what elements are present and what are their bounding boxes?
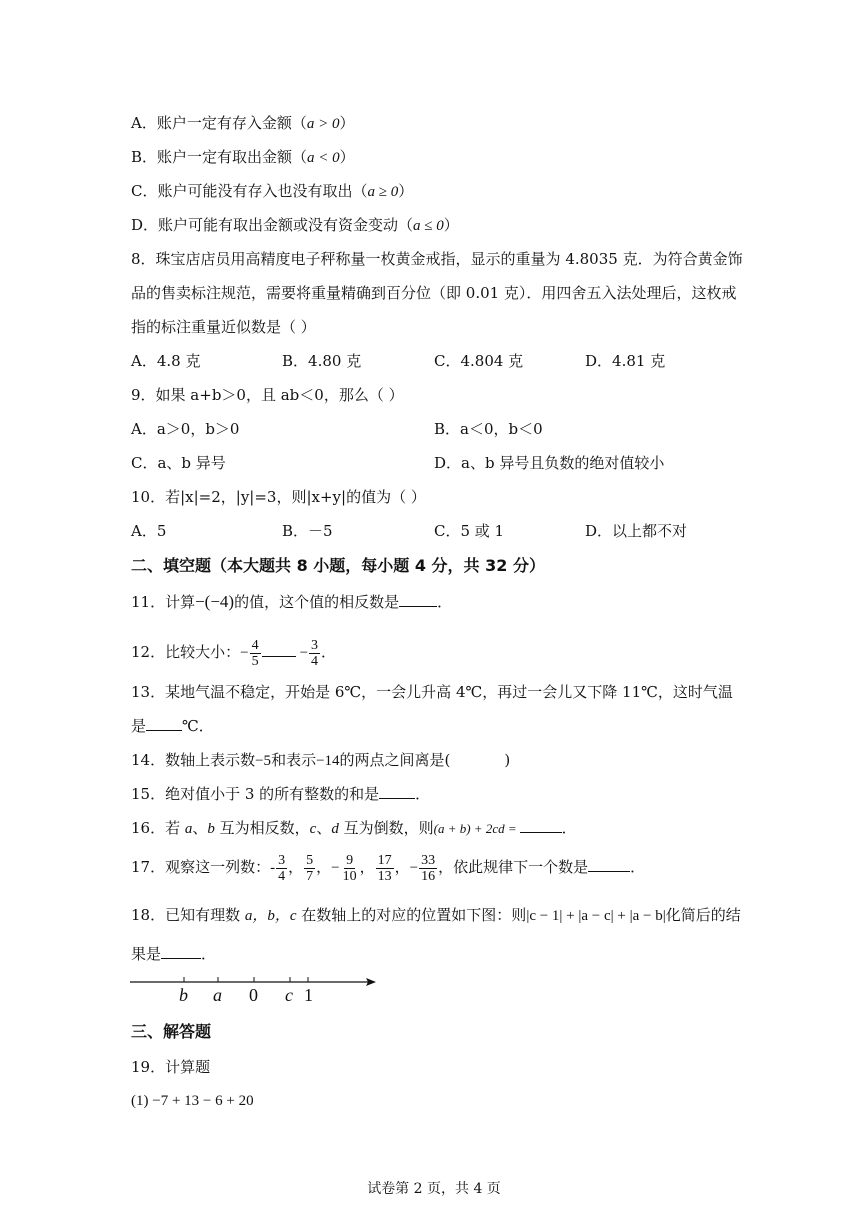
q11-prefix: 11．计算 bbox=[131, 593, 196, 611]
q7-option-c-text: C．账户可能没有存入也没有取出（ bbox=[131, 182, 368, 200]
q7-option-d bbox=[131, 215, 459, 236]
q9-stem: 9．如果 a+b＞0，且 ab＜0，那么（ ） bbox=[131, 386, 404, 404]
q18-line-2-prefix: 果是 bbox=[131, 945, 162, 963]
q8-option-b: B．4.80 克 bbox=[282, 352, 362, 370]
q17-prefix: 17．观察这一列数： bbox=[131, 858, 271, 876]
q7-option-a-text: A．账户一定有存入金额（ bbox=[131, 114, 307, 132]
q7-option-b-close: ） bbox=[339, 148, 355, 166]
q8-line-1: 8．珠宝店店员用高精度电子秤称量一枚黄金戒指，显示的重量为 4.8035 克．为符合黄金饰 bbox=[131, 250, 743, 268]
q11-answer-blank bbox=[399, 592, 437, 607]
q12-fraction-1-numerator: 4 bbox=[251, 637, 259, 653]
q16-separator-2: 、 bbox=[316, 819, 332, 837]
q18-end: ． bbox=[201, 945, 217, 963]
q12-fraction-1-sign: − bbox=[240, 645, 249, 661]
q17-term-3-denominator: 10 bbox=[342, 868, 357, 884]
q18-answer-blank bbox=[161, 944, 201, 959]
q17-term-1-denominator: 4 bbox=[278, 868, 286, 884]
q8-option-d: D．4.81 克 bbox=[585, 352, 666, 370]
q8-line-3: 指的标注重量近似数是（ ） bbox=[131, 318, 316, 336]
q16-var-b: b bbox=[207, 821, 215, 837]
q18-prefix: 18．已知有理数 bbox=[131, 906, 245, 924]
q15-answer-blank bbox=[379, 784, 415, 799]
q17-term-4-denominator: 13 bbox=[377, 868, 392, 884]
q13-prefix: 是 bbox=[131, 717, 147, 735]
q7-option-b-text: B．账户一定有取出金额（ bbox=[131, 148, 308, 166]
q17-comma-3: ， bbox=[359, 858, 375, 876]
number-line-label-c: c bbox=[285, 985, 293, 1005]
q17-term-5-sign: − bbox=[409, 860, 419, 876]
q12-fraction-1 bbox=[250, 638, 261, 669]
q14-number-b: −14 bbox=[316, 753, 340, 769]
q9-option-b: B．a＜0，b＜0 bbox=[434, 420, 543, 438]
number-line-label-b: b bbox=[179, 985, 188, 1005]
q10-option-d: D．以上都不对 bbox=[585, 522, 688, 540]
q8-line-2: 品的售卖标注规范，需要将重量精确到百分位（即 0.01 克）．用四舍五入法处理后，这枚戒 bbox=[131, 284, 737, 302]
q17-term-2-denominator: 7 bbox=[306, 868, 314, 884]
q16-var-c: c bbox=[309, 821, 317, 837]
number-line-label-0: 0 bbox=[249, 985, 258, 1005]
q17-term-5-denominator: 16 bbox=[421, 868, 436, 884]
q9-option-d: D．a、b 异号且负数的绝对值较小 bbox=[434, 454, 665, 472]
q17-term-5-numerator: 33 bbox=[421, 852, 436, 868]
q12-answer-blank bbox=[262, 642, 296, 657]
q14 bbox=[131, 750, 510, 771]
q16-var-a: a bbox=[184, 821, 193, 837]
q14-prefix: 14．数轴上表示数 bbox=[131, 751, 256, 769]
q17-text: ，依此规律下一个数是 bbox=[438, 858, 589, 876]
q7-option-c-close: ） bbox=[398, 182, 414, 200]
q13-line-1: 13．某地气温不稳定，开始是 6℃，一会儿升高 4℃，再过一会儿又下降 11℃，这时气温 bbox=[131, 683, 733, 701]
q16 bbox=[131, 818, 577, 839]
q12 bbox=[131, 636, 336, 669]
number-line-label-a: a bbox=[213, 985, 222, 1005]
q7-option-c bbox=[131, 181, 413, 202]
q18-variables: a，b，c bbox=[244, 908, 297, 924]
q16-text-2: 互为倒数，则 bbox=[338, 819, 434, 837]
q17-answer-blank bbox=[588, 857, 630, 872]
q18-expression: |c − 1| + |a − c| + |a − b| bbox=[526, 908, 666, 924]
q7-option-d-close: ） bbox=[443, 216, 459, 234]
q7-option-b bbox=[131, 147, 355, 168]
q17-comma-1: ， bbox=[288, 858, 304, 876]
q18-text-end: 化简后的结 bbox=[665, 906, 741, 924]
q18-line-1 bbox=[131, 905, 741, 926]
q11 bbox=[131, 592, 452, 612]
q17-term-1 bbox=[276, 853, 287, 884]
q7-option-a-condition: a > 0 bbox=[306, 116, 340, 132]
q12-fraction-2-numerator: 3 bbox=[311, 637, 319, 653]
q16-expression: (a + b) + 2cd = bbox=[433, 821, 517, 836]
q17-comma-4: ， bbox=[394, 858, 410, 876]
q17-term-4-numerator: 17 bbox=[377, 852, 392, 868]
q10-stem: 10．若|x|=2，|y|=3，则|x+y|的值为（ ） bbox=[131, 488, 426, 506]
q12-fraction-2 bbox=[309, 638, 320, 669]
q17-term-2 bbox=[304, 853, 315, 884]
q13-line-2 bbox=[131, 716, 214, 736]
q16-answer-blank bbox=[520, 818, 562, 833]
q13-answer-blank bbox=[146, 716, 182, 731]
q17-end: ． bbox=[630, 858, 646, 876]
q7-option-b-condition: a < 0 bbox=[307, 150, 340, 166]
q10-option-c: C．5 或 1 bbox=[434, 522, 505, 540]
q15-end: ． bbox=[415, 785, 431, 803]
q19-part-1: (1) −7 + 13 − 6 + 20 bbox=[131, 1093, 254, 1109]
q14-number-a: −5 bbox=[255, 753, 272, 769]
q16-text-1: 互为相反数， bbox=[214, 819, 310, 837]
q11-expression: −(−4) bbox=[195, 592, 235, 611]
q12-fraction-2-denominator: 4 bbox=[311, 653, 319, 669]
q17-term-4 bbox=[376, 853, 394, 884]
q11-text: 的值，这个值的相反数是 bbox=[234, 593, 400, 611]
q15 bbox=[131, 784, 430, 804]
section-3-heading: 三、解答题 bbox=[131, 1022, 212, 1041]
q8-option-c: C．4.804 克 bbox=[434, 352, 524, 370]
q17-term-1-sign: - bbox=[270, 860, 276, 876]
q16-end: ． bbox=[561, 819, 577, 837]
q10-option-b: B．－5 bbox=[282, 522, 333, 540]
q18-text: 在数轴上的对应的位置如下图：则 bbox=[296, 906, 527, 924]
q7-option-d-text: D．账户可能有取出金额或没有资金变动（ bbox=[131, 216, 414, 234]
q14-close: ) bbox=[504, 751, 511, 769]
q7-option-a bbox=[131, 113, 354, 134]
q7-option-d-condition: a ≤ 0 bbox=[413, 218, 444, 234]
q16-var-d: d bbox=[331, 821, 339, 837]
q10-option-a: A．5 bbox=[131, 522, 167, 540]
q12-fraction-2-sign: − bbox=[299, 645, 309, 661]
q19-title: 19．计算题 bbox=[131, 1058, 211, 1076]
q14-text: 的两点之间离是( bbox=[339, 751, 451, 769]
q15-prefix: 15．绝对值小于 3 的所有整数的和是 bbox=[131, 785, 380, 803]
q18-line-2 bbox=[131, 944, 216, 964]
q13-suffix: ℃． bbox=[182, 717, 214, 735]
q9-option-a: A．a＞0，b＞0 bbox=[131, 420, 240, 438]
q7-option-c-condition: a ≥ 0 bbox=[367, 184, 399, 200]
q17-term-2-numerator: 5 bbox=[306, 852, 314, 868]
q11-end: ． bbox=[437, 593, 453, 611]
number-line-label-1: 1 bbox=[304, 985, 313, 1005]
q17-term-1-numerator: 3 bbox=[278, 852, 286, 868]
q16-separator-1: 、 bbox=[192, 819, 208, 837]
q12-fraction-1-denominator: 5 bbox=[251, 653, 259, 669]
q17-term-5 bbox=[419, 853, 437, 884]
q17-comma-2: ， bbox=[316, 858, 332, 876]
q12-prefix: 12．比较大小： bbox=[131, 643, 241, 661]
q9-option-c: C．a、b 异号 bbox=[131, 454, 226, 472]
q7-option-a-close: ） bbox=[339, 114, 355, 132]
q12-end: ． bbox=[321, 643, 337, 661]
q8-option-a: A．4.8 克 bbox=[131, 352, 201, 370]
q17-term-3 bbox=[341, 853, 359, 884]
section-2-heading: 二、填空题（本大题共 8 小题，每小题 4 分，共 32 分） bbox=[131, 556, 545, 575]
q17 bbox=[131, 850, 645, 885]
q17-term-3-numerator: 9 bbox=[346, 852, 354, 868]
q17-term-3-sign: − bbox=[331, 860, 340, 876]
q16-prefix: 16．若 bbox=[131, 819, 185, 837]
q14-middle: 和表示 bbox=[271, 751, 317, 769]
page-footer: 试卷第 2 页，共 4 页 bbox=[367, 1181, 501, 1197]
